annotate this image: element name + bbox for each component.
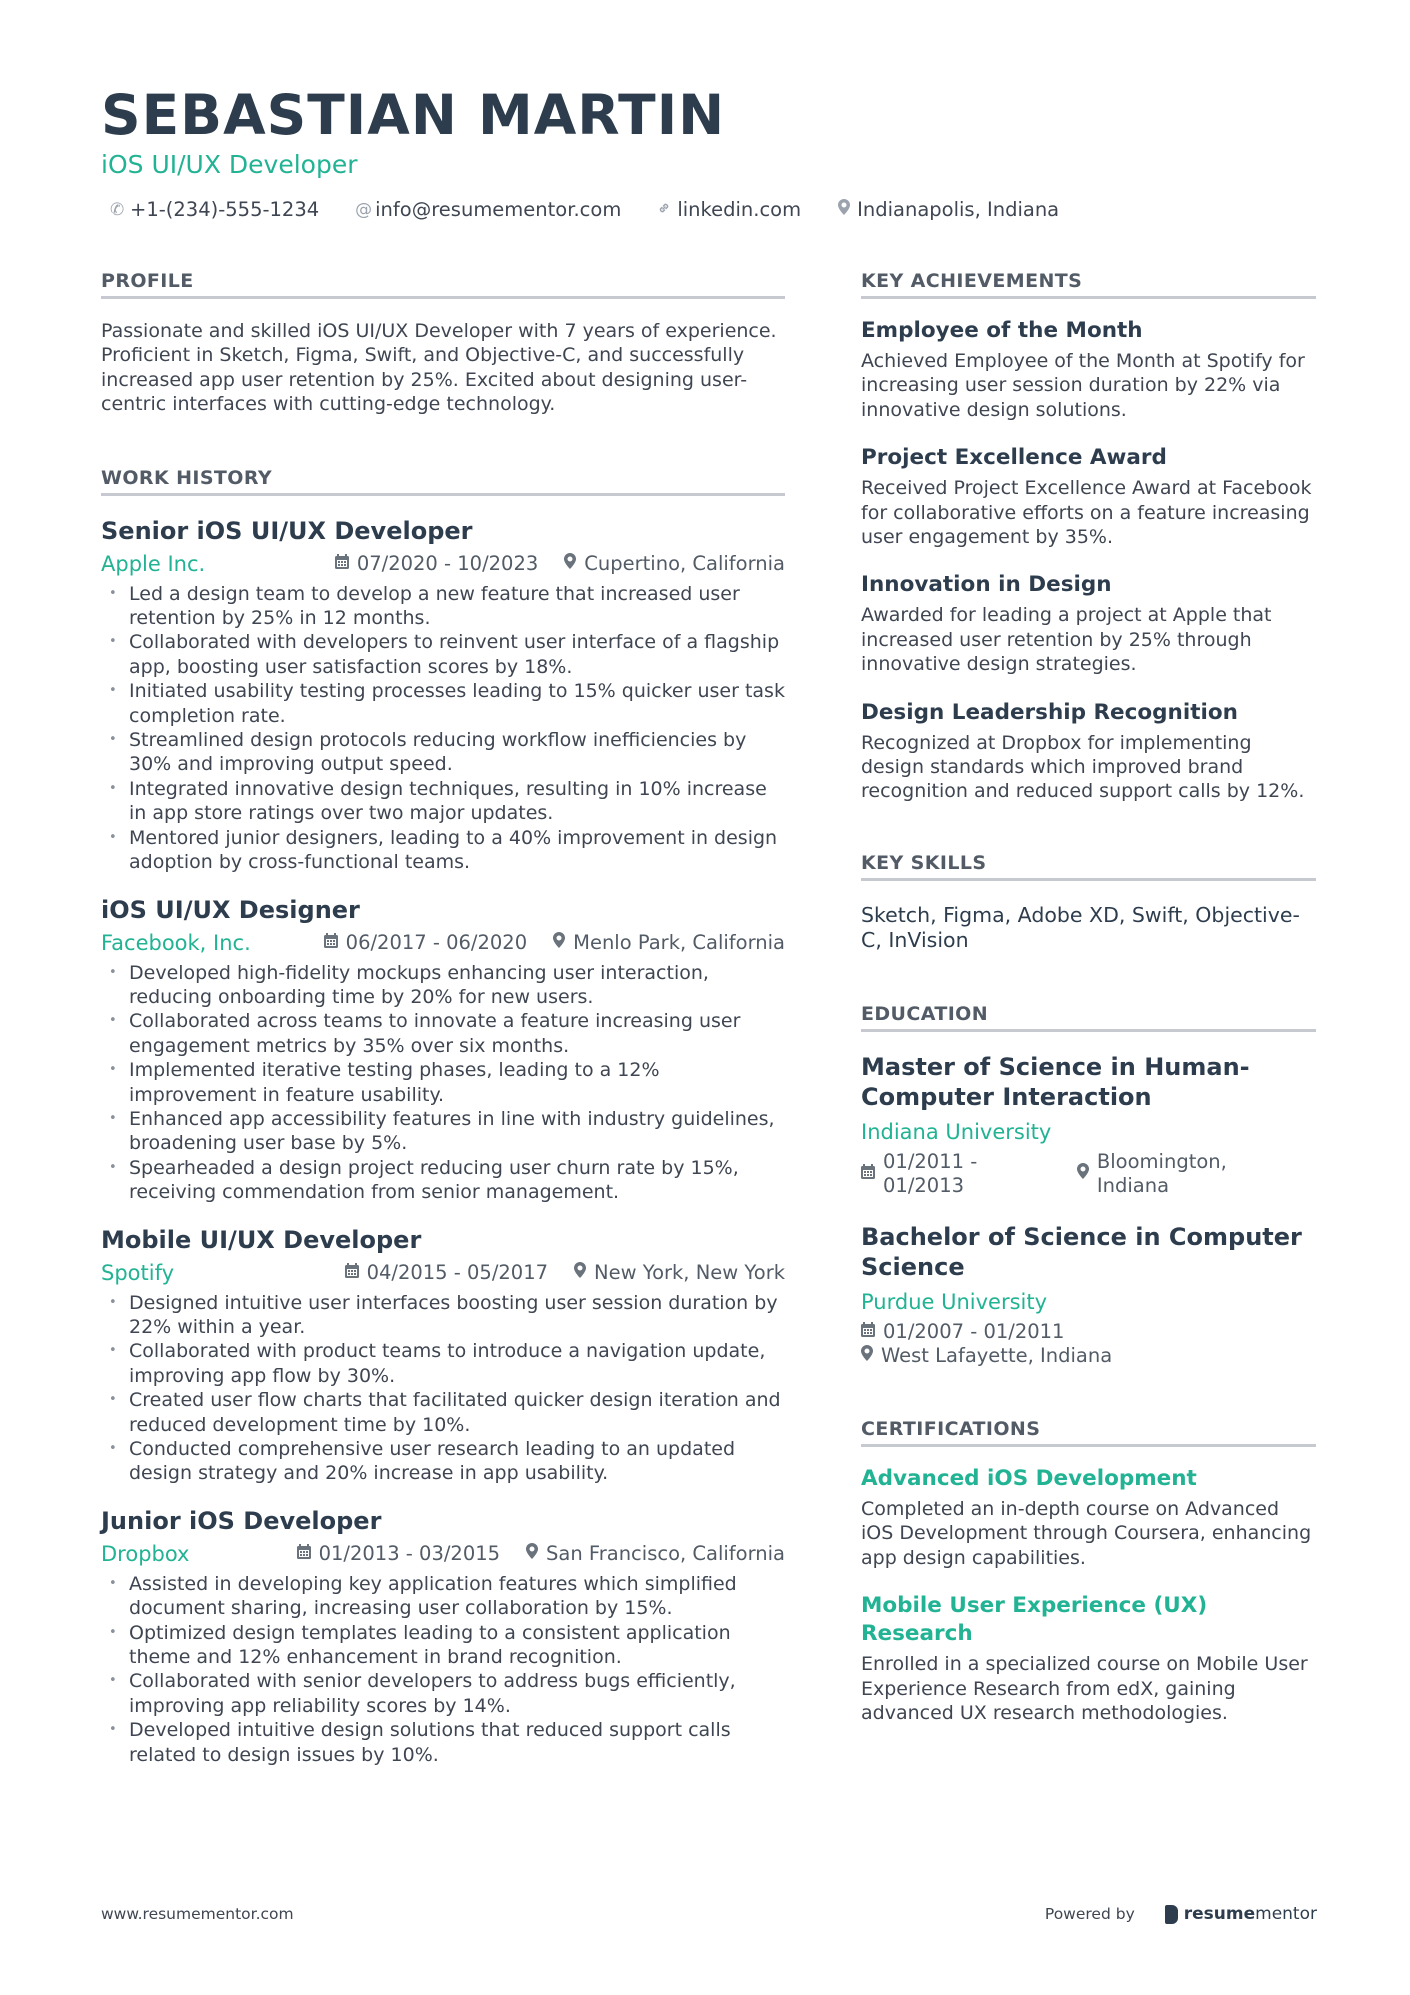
certification-title: Mobile User Experience (UX) Research [861, 1593, 1208, 1647]
education-heading: EDUCATION [861, 1001, 1316, 1032]
job-location: Menlo Park, California [573, 930, 785, 954]
achievement-text: Achieved Employee of the Month at Spotify for increasing user session duration by 22% via innovative design solutions. [861, 350, 1305, 421]
job-bullets [101, 1572, 785, 1767]
education-location-group [861, 1344, 1112, 1368]
company-name: Dropbox [101, 1541, 190, 1566]
left-column [101, 268, 785, 1767]
education-meta [861, 1344, 1316, 1368]
job-bullet: • Designed intuitive user interfaces boosting user session duration by 22% within a year. [101, 1291, 785, 1340]
achievement-text: Awarded for leading a project at Apple that increased user retention by 25% through innovative design strategies. [861, 604, 1272, 676]
work-history-section [101, 465, 785, 1767]
contact-linkedin[interactable] [657, 198, 801, 221]
calendar-icon [861, 1162, 875, 1186]
map-pin-icon [1077, 1162, 1089, 1186]
job-location: San Francisco, California [546, 1541, 785, 1565]
at-icon: @ [355, 199, 373, 220]
job-title: Mobile UI/UX Developer [101, 1225, 422, 1254]
job-bullet: • Assisted in developing key application features which simplified document sharing, increasing user collaboration by 15%. [101, 1572, 785, 1621]
job-entry [101, 1225, 785, 1486]
education-location: Bloomington, Indiana [1096, 1149, 1227, 1197]
job-bullet: • Developed intuitive design solutions that reduced support calls related to design issues by 10%. [101, 1718, 785, 1767]
education-dates: 01/2011 - 01/2013 [883, 1149, 978, 1197]
certifications-heading: CERTIFICATIONS [861, 1416, 1316, 1447]
education-item [861, 1222, 1316, 1368]
education-item [861, 1052, 1316, 1198]
job-bullet: • Created user flow charts that facilitated quicker design iteration and reduced development time by 10%. [101, 1388, 785, 1437]
logo-text-bold: resume [1183, 1904, 1256, 1924]
right-column [861, 268, 1316, 1725]
profile-section [101, 268, 785, 417]
profile-heading: PROFILE [101, 268, 785, 299]
achievements-heading: KEY ACHIEVEMENTS [861, 268, 1316, 299]
education-location-group [1077, 1150, 1290, 1198]
certification-title: Advanced iOS Development [861, 1465, 1197, 1491]
job-meta [101, 1542, 785, 1566]
resume-header [101, 82, 1321, 221]
job-bullet: • Enhanced app accessibility features in line with industry guidelines, broadening user base by 5%. [101, 1107, 785, 1156]
job-entry [101, 516, 785, 875]
job-bullet: • Conducted comprehensive user research leading to an updated design strategy and 20% increase in app usability. [101, 1437, 785, 1486]
certification-text: Enrolled in a specialized course on Mobile User Experience Research from edX, gaining advanced UX research methodologies. [861, 1653, 1308, 1724]
school-name: Indiana University [861, 1119, 1052, 1144]
map-pin-icon [861, 1344, 873, 1368]
job-dates: 07/2020 - 10/2023 [356, 551, 539, 575]
certification-item [861, 1592, 1316, 1725]
education-dates-group [861, 1150, 1051, 1198]
job-location-group [574, 1261, 785, 1285]
achievements-section [861, 268, 1316, 804]
achievement-item [861, 699, 1316, 804]
job-bullets [101, 961, 785, 1205]
certifications-section [861, 1416, 1316, 1725]
education-location: West Lafayette, Indiana [881, 1343, 1113, 1367]
job-bullet: • Led a design team to develop a new feature that increased user retention by 25% in 12 months. [101, 582, 785, 631]
job-dates: 01/2013 - 03/2015 [318, 1541, 501, 1565]
job-bullet: • Optimized design templates leading to a consistent application theme and 12% enhancement in brand recognition. [101, 1621, 785, 1670]
achievement-item [861, 571, 1316, 676]
link-icon [657, 200, 671, 220]
resumementor-logo-icon [1165, 1905, 1178, 1924]
job-location-group [564, 552, 785, 576]
map-pin-icon [526, 1542, 538, 1566]
job-bullet: • Collaborated with developers to reinvent user interface of a flagship app, boosting user satisfaction scores by 18%. [101, 630, 785, 679]
job-bullet: • Collaborated with senior developers to address bugs efficiently, improving app reliability scores by 14%. [101, 1669, 785, 1718]
job-entry [101, 895, 785, 1205]
job-location: New York, New York [594, 1260, 785, 1284]
contact-location-text: Indianapolis, Indiana [857, 198, 1060, 221]
logo-text-light: mentor [1255, 1904, 1317, 1924]
education-section [861, 1001, 1316, 1368]
contact-email[interactable] [355, 198, 621, 221]
education-meta [861, 1320, 1316, 1344]
job-title: Junior iOS Developer [101, 1506, 382, 1535]
achievement-title: Employee of the Month [861, 318, 1143, 343]
job-dates: 04/2015 - 05/2017 [366, 1260, 549, 1284]
job-bullet: • Streamlined design protocols reducing workflow inefficiencies by 30% and improving output speed. [101, 728, 785, 777]
footer-brand [1045, 1904, 1317, 1924]
achievement-text: Recognized at Dropbox for implementing design standards which improved brand recognition and reduced support calls by 12%. [861, 731, 1305, 803]
job-bullet: • Mentored junior designers, leading to a 40% improvement in design adoption by cross-functional teams. [101, 826, 785, 875]
candidate-role: iOS UI/UX Developer [101, 150, 358, 179]
map-pin-icon [564, 552, 576, 576]
work-history-heading: WORK HISTORY [101, 465, 785, 496]
job-bullet: • Integrated innovative design techniques, resulting in 10% increase in app store ratings over two major updates. [101, 777, 785, 826]
achievement-title: Design Leadership Recognition [861, 699, 1238, 725]
contact-email-text: info@resumementor.com [375, 198, 622, 221]
job-bullet: • Collaborated with product teams to introduce a navigation update, improving app flow by 30%. [101, 1339, 785, 1388]
candidate-name: SEBASTIAN MARTIN [101, 83, 726, 147]
job-bullet: • Collaborated across teams to innovate a feature increasing user engagement metrics by 35% over six months. [101, 1009, 785, 1058]
job-location: Cupertino, California [584, 551, 785, 575]
calendar-icon [861, 1320, 875, 1344]
job-bullets [101, 1291, 785, 1486]
achievement-text: Received Project Excellence Award at Facebook for collaborative efforts on a feature increasing user engagement by 35%. [861, 477, 1312, 549]
achievement-item [861, 317, 1316, 422]
calendar-icon [335, 552, 349, 576]
job-bullet: • Spearheaded a design project reducing user churn rate by 15%, receiving commendation from senior management. [101, 1156, 785, 1205]
contact-location [837, 198, 1059, 221]
map-pin-icon [574, 1261, 586, 1285]
company-name: Spotify [101, 1260, 175, 1285]
achievement-title: Project Excellence Award [861, 445, 1167, 471]
job-title: iOS UI/UX Designer [101, 895, 360, 924]
contact-phone-text: +1-(234)-555-1234 [130, 198, 320, 221]
contact-bar [101, 198, 1321, 221]
job-entry [101, 1506, 785, 1767]
job-meta [101, 1261, 785, 1285]
phone-icon: ✆ [110, 199, 125, 220]
job-meta [101, 931, 785, 955]
page-footer [101, 1904, 1317, 1924]
profile-text: Passionate and skilled iOS UI/UX Developer with 7 years of experience. Proficient in Sketch, Figma, Swift, and Objective-C, and successfully increased app user retention by 25%. Excited about designing user-centric interfaces with cutting-edge technology. [101, 320, 777, 416]
achievement-title: Innovation in Design [861, 572, 1112, 598]
skills-text: Sketch, Figma, Adobe XD, Swift, Objective-C, InVision [861, 902, 1300, 952]
job-date-location [324, 931, 785, 955]
calendar-icon [297, 1542, 311, 1566]
school-name: Purdue University [861, 1289, 1048, 1314]
certification-text: Completed an in-depth course on Advanced iOS Development through Coursera, enhancing app design capabilities. [861, 1497, 1312, 1569]
job-bullet: • Implemented iterative testing phases, leading to a 12% improvement in feature usability. [101, 1058, 785, 1107]
education-dates-group [861, 1320, 1064, 1344]
education-meta [861, 1150, 1316, 1198]
skills-section [861, 850, 1316, 953]
degree-title: Bachelor of Science in Computer Science [861, 1222, 1302, 1281]
footer-website-link[interactable]: www.resumementor.com [101, 1905, 294, 1923]
job-date-location [345, 1261, 785, 1285]
job-location-group [553, 931, 785, 955]
company-name: Facebook, Inc. [101, 930, 251, 955]
job-meta [101, 552, 785, 576]
powered-by-label: Powered by [1044, 1905, 1135, 1923]
job-date-location [297, 1542, 785, 1566]
resumementor-logo-text[interactable] [1184, 1904, 1317, 1924]
job-bullet: • Developed high-fidelity mockups enhancing user interaction, reducing onboarding time by 20% for new users. [101, 961, 785, 1010]
job-date-location [335, 552, 785, 576]
job-dates: 06/2017 - 06/2020 [345, 930, 528, 954]
job-bullet: • Initiated usability testing processes leading to 15% quicker user task completion rate. [101, 679, 785, 728]
job-title: Senior iOS UI/UX Developer [101, 516, 473, 545]
achievement-item [861, 444, 1316, 549]
calendar-icon [345, 1261, 359, 1285]
map-pin-icon [553, 931, 565, 955]
contact-phone [110, 198, 319, 221]
job-location-group [526, 1542, 785, 1566]
map-pin-icon [837, 199, 851, 220]
company-name: Apple Inc. [101, 551, 206, 576]
job-bullets [101, 582, 785, 875]
certification-item [861, 1465, 1316, 1570]
calendar-icon [324, 931, 338, 955]
contact-linkedin-text: linkedin.com [677, 198, 802, 221]
skills-heading: KEY SKILLS [861, 850, 1316, 881]
education-dates: 01/2007 - 01/2011 [883, 1319, 1065, 1343]
degree-title: Master of Science in Human-Computer Interaction [861, 1052, 1250, 1111]
